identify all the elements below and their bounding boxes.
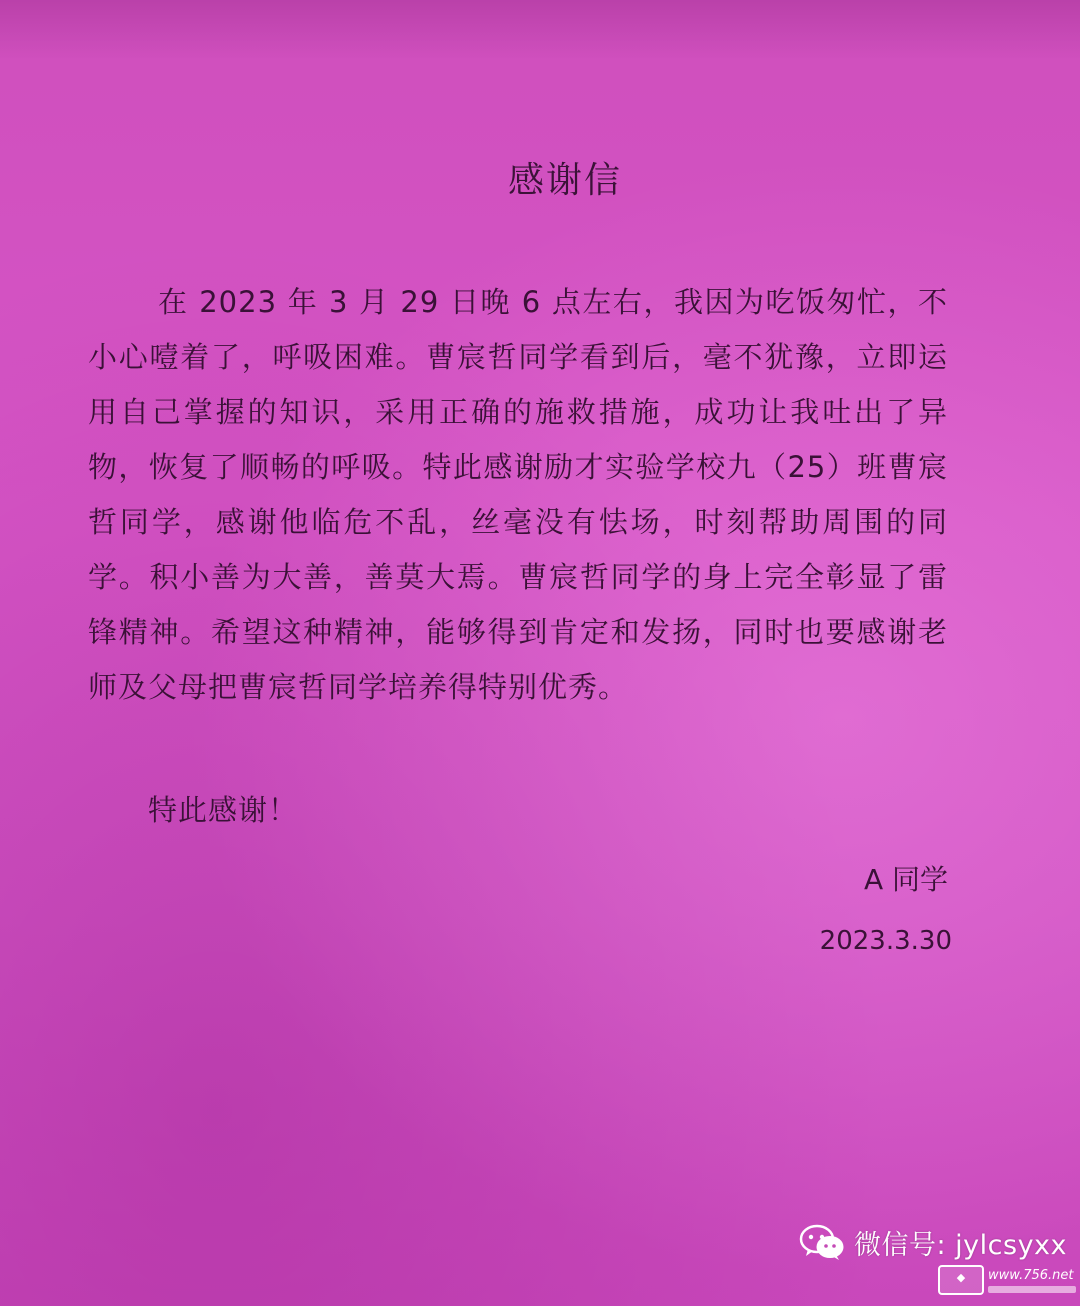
letter-title: 感谢信 — [507, 160, 622, 201]
paper-shadow — [0, 0, 1080, 60]
wechat-icon — [798, 1222, 846, 1262]
wechat-watermark — [798, 1222, 1067, 1262]
wechat-id-text: 微信号: jylcsyxx — [854, 1229, 1068, 1261]
site-logo-icon: ◆ — [938, 1265, 984, 1295]
letter-body: 在 2023 年 3 月 29 日晚 6 点左右，我因为吃饭匆忙，不小心噎着了，呼吸困难。曹宸哲同学看到后，毫不犹豫，立即运用自己掌握的知识，采用正确的施救措施，成功让我吐出了异物，恢复了顺畅的呼吸。特此感谢励才实验学校九（25）班曹宸哲同学，感谢他临危不乱，丝毫没有怯场，时刻帮助周围的同学。积小善为大善，善莫大焉。曹宸哲同学的身上完全彰显了雷锋精神。希望这种精神，能够得到肯定和发扬，同时也要感谢老师及父母把曹宸哲同学培养得特别优秀。 — [88, 285, 948, 704]
letter-date: 2023.3.30 — [819, 926, 952, 956]
letter-closing: 特此感谢！ — [148, 793, 299, 827]
site-tagline-bar — [988, 1286, 1076, 1293]
site-url: www.756.net — [988, 1267, 1074, 1283]
letter-signer: A 同学 — [863, 863, 948, 896]
site-logo-badge — [938, 1262, 1078, 1298]
